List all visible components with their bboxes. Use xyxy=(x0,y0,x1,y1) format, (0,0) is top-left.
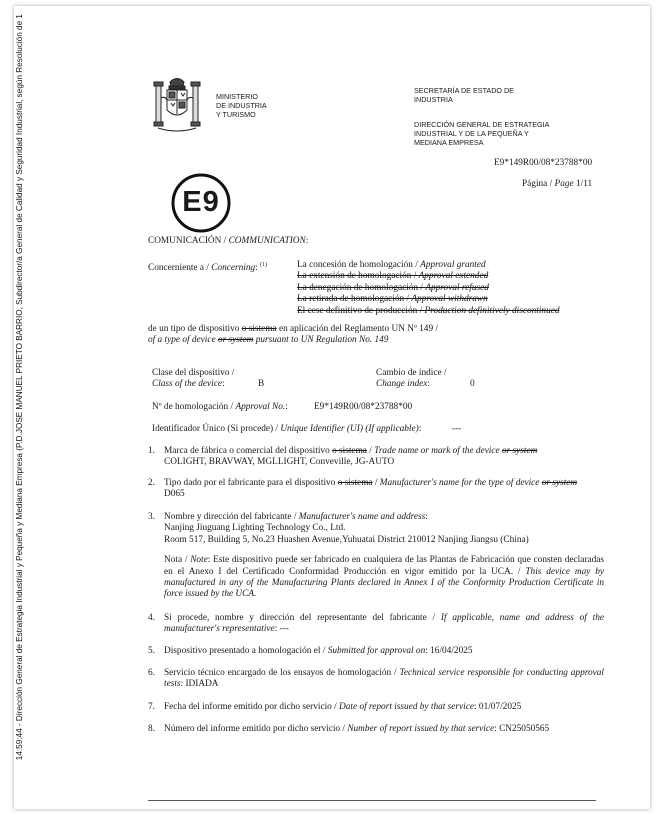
unique-identifier-value: --- xyxy=(452,424,462,434)
type-value: D065 xyxy=(164,489,185,500)
secretaria-line-1: SECRETARÍA DE ESTADO DE xyxy=(414,86,514,95)
direccion-line-1: DIRECCIÓN GENERAL DE ESTRATEGIA xyxy=(414,120,550,129)
direccion-line-3: MEDIANA EMPRESA xyxy=(414,138,484,147)
class-value: B xyxy=(258,379,265,389)
approval-number-label: Nº de homologación / Approval No.: xyxy=(152,402,288,412)
communication-heading: COMUNICACIÓN / COMMUNICATION: xyxy=(148,236,309,246)
manufacturer-note: Nota / Note: Este dispositivo puede ser fabricado en cualquiera de las Plantas de Fabricación que consten declaradas en el Anexo I del Certificado Conformidad Producción en vigor emitido por la UCA. / This device may by manufactured in any of the Manufacturing Plants declared in Annex I of the Conformity Production Certificate in force issued by the UCA. xyxy=(164,555,605,600)
option-granted: La concesión de homologación / Approval granted xyxy=(297,260,486,270)
document-page: 14:59:44 - Dirección General de Estrategia Industrial y Pequeña y Mediana Empresa (P.D.JOSE MANUEL PRIETO BARRIO, Subdirector/a General de Calidad y Seguridad Industrial, según Resolución de 1 MINISTERIO DE INDUSTRIA Y TURISMO SECRETARÍA DE ESTADO DE INDUSTRIA DIRECCIÓN GENERAL DE ESTRATEGIA INDUSTRIAL Y DE LA PEQUEÑA Y MEDIANA EMPRESA E9*149R00/08*23788*00 Página / Page 1/11 E9 COMUNICACIÓN / COMMUNICATION: Concerniente a / Concerning: $^{(1)}$ La concesión de homologación / Approval granted La extensión de homologación / Approval extended La denegación de homologación / Approval refused La retirada de homologación / Approval withdrawn El cese definitivo de producción / Production definitively discontinued de un tipo de dispositivo o sistema en aplicación del Reglamento UN Nº 149 / of a type of device or system pursuant to UN Regulation No. 149 Clase del dispositivo / Class of the device: B Cambio de índice / Change index: 0 Nº de homologación / Approval No.: E9*149R00/08*23788*00 Identificador Único (Si procede) / Unique Identifier (UI) (If applicable): --- 1. Marca de fábrica o comercial del dispositivo o sistema / Trade name or mark of the device or system COLIGHT, BRAVWAY, MGLLIGHT, Conveville, JG-AUTO 2. Tipo dado por el fabricante para el dispositivo o sistema / Manufacturer's name for the type of device or system D065 3. Nombre y dirección del fabricante / Manufacturer's name and address: Nanjing Jiuguang Lighting Technology Co., Ltd. Room 517, Building 5, No.23 Huashen Avenue,Yuhuatai District 210012 Nanjing Jiangsu (China) Nota / Note: Este dispositivo puede ser fabricado en cualquiera de las Plantas de Fabricación que consten declaradas en el Anexo I del Certificado Conformidad Producción en vigor emitido por la UCA. / This device may by manufactured in any of the Manufacturing Plants declared in Annex I of the Conformity Production Certificate in force issued by the UCA. 4. Si procede, nombre y dirección del representante del fabricante / If applicable, name and address of the manufacturer's representative: --- 5. Dispositivo presentado a homologación el / Submitted for approval on: 16/04/2025 6. Servicio técnico encargado de los ensayos de homologación / Technical service responsible for conducting approval tests: IDIADA 7. Fecha del informe emitido por dicho servicio / Date of report issued by that service: 01/07/2025 8. Número del informe emitido por dicho servicio / Number of report issued by that service: CN25050565 xyxy=(14,6,650,809)
footer-divider xyxy=(148,800,596,801)
ministry-line-2: DE INDUSTRIA xyxy=(216,101,267,110)
secretaria-line-2: INDUSTRIA xyxy=(414,95,453,104)
ministry-line-1: MINISTERIO xyxy=(216,92,258,101)
trade-name-value: COLIGHT, BRAVWAY, MGLLIGHT, Conveville, JG-AUTO xyxy=(164,457,395,468)
page-indicator: Página / Page 1/11 xyxy=(522,179,593,189)
secretaria-block xyxy=(414,86,514,104)
device-type-line: de un tipo de dispositivo o sistema en aplicación del Reglamento UN Nº 149 / of a type of device or system pursuant to UN Regulation No. 149 xyxy=(148,324,439,346)
coat-of-arms-logo xyxy=(152,74,202,136)
option-withdrawn: La retirada de homologación / Approval withdrawn xyxy=(297,294,488,305)
option-extended: La extensión de homologación / Approval extended xyxy=(297,271,489,282)
class-of-device: Clase del dispositivo / Class of the device: xyxy=(152,368,235,390)
change-index: Cambio de índice / Change index: xyxy=(376,368,447,390)
e9-approval-mark xyxy=(170,172,232,234)
manufacturer-name-value: Nanjing Jiuguang Lighting Technology Co., Ltd. xyxy=(164,523,346,534)
direccion-block xyxy=(414,120,549,147)
concerning-label: Concerniente a / Concerning: $^{(1)}$ xyxy=(148,262,268,274)
change-index-value: 0 xyxy=(470,379,475,389)
unique-identifier-label: Identificador Único (Si procede) / Unique Identifier (UI) (If applicable): xyxy=(152,424,422,434)
option-refused: La denegación de homologación / Approval refused xyxy=(297,282,489,293)
ministry-name xyxy=(216,92,267,119)
direccion-line-2: INDUSTRIAL Y DE LA PEQUEÑA Y xyxy=(414,129,529,138)
e9-mark-text: E9 xyxy=(182,186,220,218)
approval-number-value: E9*149R00/08*23788*00 xyxy=(314,402,413,412)
reference-number: E9*149R00/08*23788*00 xyxy=(494,158,593,168)
manufacturer-address-value: Room 517, Building 5, No.23 Huashen Avenue,Yuhuatai District 210012 Nanjing Jiangsu (China) xyxy=(164,534,529,545)
ministry-line-3: Y TURISMO xyxy=(216,110,256,119)
concerning-options xyxy=(297,260,560,317)
side-signature-stamp: 14:59:44 - Dirección General de Estrategia Industrial y Pequeña y Mediana Empresa (P.D.JOSE MANUEL PRIETO BARRIO, Subdirector/a General de Calidad y Seguridad Industrial, según Resolución de 1 xyxy=(15,14,24,761)
option-discontinued: El cese definitivo de producción / Production definitively discontinued xyxy=(297,305,560,316)
